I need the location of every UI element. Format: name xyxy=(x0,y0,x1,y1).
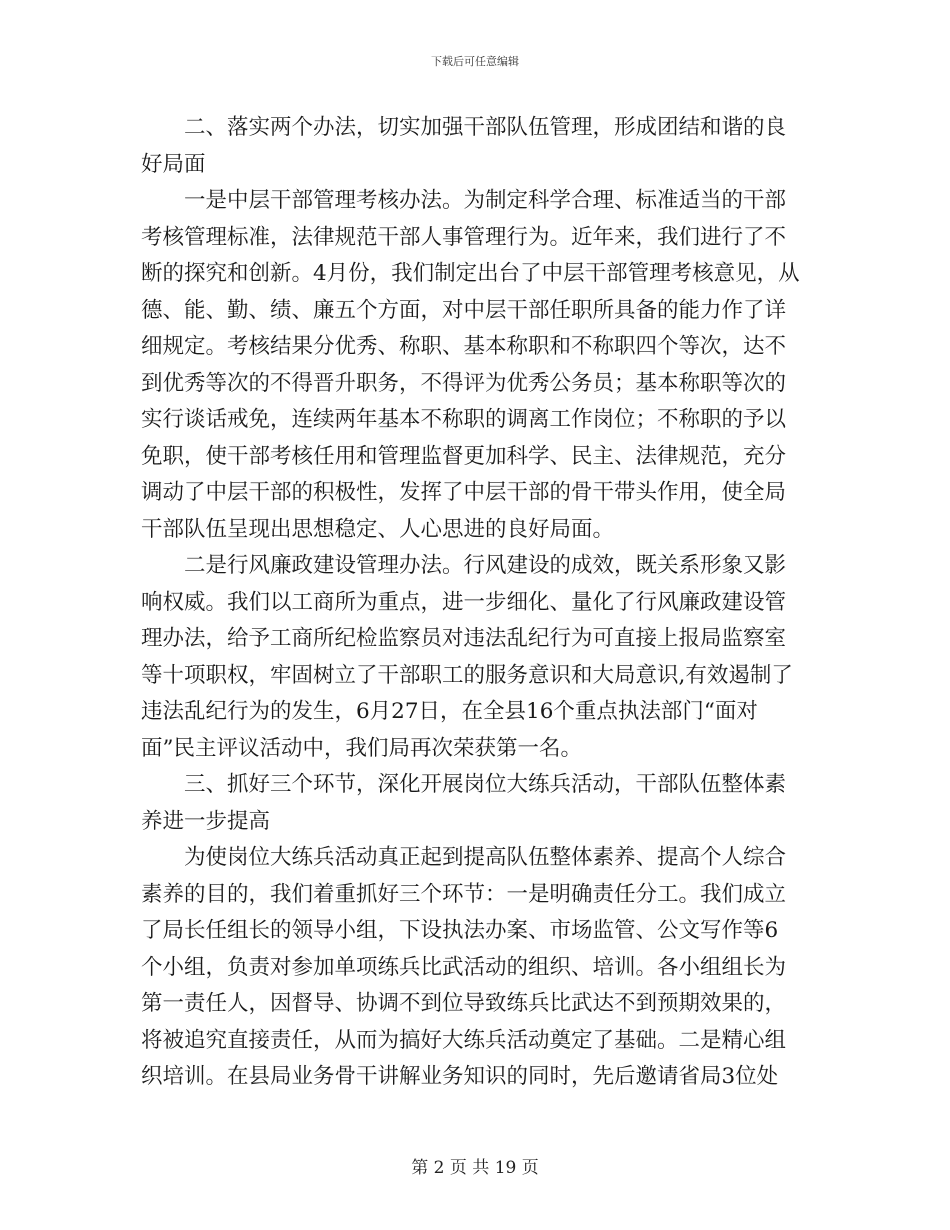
page-footer: 第 2 页 共 19 页 xyxy=(411,1158,539,1178)
text-line: 好局面 xyxy=(141,151,206,177)
text-line: 一是中层干部管理考核办法。为制定科学合理、标准适当的干部 xyxy=(141,188,787,213)
text-line: 三、抓好三个环节，深化开展岗位大练兵活动，干部队伍整体素 xyxy=(141,772,787,797)
text-line: 了局长任组长的领导小组，下设执法办案、市场监管、公文写作等6 xyxy=(141,918,779,943)
text-line: 二、落实两个办法，切实加强干部队伍管理，形成团结和谐的良 xyxy=(141,115,787,140)
text-line: 违法乱纪行为的发生，6月27日，在全县16个重点执法部门“面对 xyxy=(141,699,758,724)
text-line: 德、能、勤、绩、廉五个方面，对中层干部任职所具备的能力作了详 xyxy=(141,297,787,323)
text-line: 断的探究和创新。4月份，我们制定出台了中层干部管理考核意见，从 xyxy=(141,261,800,286)
text-line: 理办法，给予工商所纪检监察员对违法乱纪行为可直接上报局监察室 xyxy=(141,626,787,651)
text-line: 个小组，负责对参加单项练兵比武活动的组织、培训。各小组组长为 xyxy=(141,954,787,980)
text-line: 织培训。在县局业务骨干讲解业务知识的同时，先后邀请省局3位处 xyxy=(141,1064,779,1089)
text-line: 响权威。我们以工商所为重点，进一步细化、量化了行风廉政建设管 xyxy=(141,589,787,615)
text-line: 将被追究直接责任，从而为搞好大练兵活动奠定了基础。二是精心组 xyxy=(141,1027,787,1053)
text-line: 第一责任人，因督导、协调不到位导致练兵比武达不到预期效果的， xyxy=(141,991,787,1016)
text-line: 考核管理标准，法律规范干部人事管理行为。近年来，我们进行了不 xyxy=(141,224,787,250)
text-line: 等十项职权，牢固树立了干部职工的服务意识和大局意识,有效遏制了 xyxy=(141,662,793,688)
text-line: 面”民主评议活动中，我们局再次荣获第一名。 xyxy=(141,735,582,761)
text-line: 到优秀等次的不得晋升职务，不得评为优秀公务员；基本称职等次的 xyxy=(141,370,787,396)
text-line: 干部队伍呈现出思想稳定、人心思进的良好局面。 xyxy=(141,516,615,542)
text-line: 为使岗位大练兵活动真正起到提高队伍整体素养、提高个人综合 xyxy=(141,845,787,870)
text-line: 二是行风廉政建设管理办法。行风建设的成效，既关系形象又影 xyxy=(141,553,787,578)
text-line: 免职，使干部考核任用和管理监督更加科学、民主、法律规范，充分 xyxy=(141,443,787,469)
document-body xyxy=(141,110,809,1096)
text-line: 素养的目的，我们着重抓好三个环节：一是明确责任分工。我们成立 xyxy=(141,881,787,907)
text-line: 调动了中层干部的积极性，发挥了中层干部的骨干带头作用，使全局 xyxy=(141,480,787,505)
text-line: 实行谈话戒免，连续两年基本不称职的调离工作岗位；不称职的予以 xyxy=(141,407,787,432)
text-line: 细规定。考核结果分优秀、称职、基本称职和不称职四个等次，达不 xyxy=(141,334,787,359)
page-header: 下载后可任意编辑 xyxy=(431,55,519,68)
text-line: 养进一步提高 xyxy=(141,808,271,834)
